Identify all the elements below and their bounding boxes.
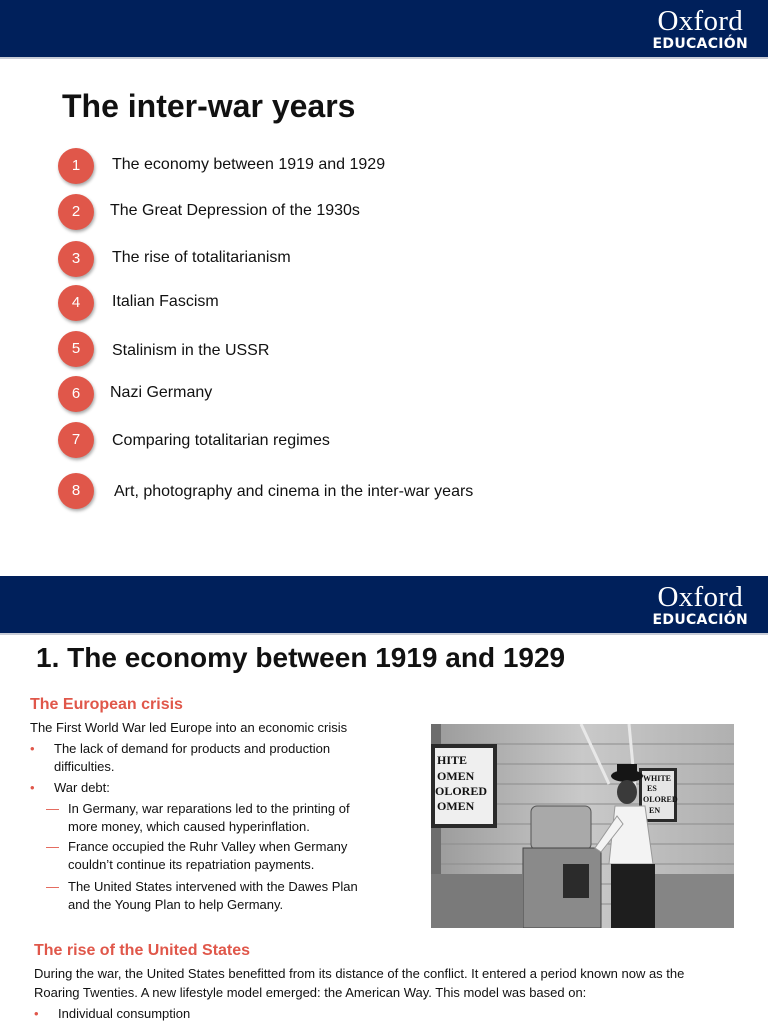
section-heading-european-crisis: The European crisis	[30, 696, 183, 713]
intro-text: The First World War led Europe into an economic crisis	[30, 720, 348, 735]
number-badge: 6	[58, 376, 94, 412]
number-badge: 1	[58, 148, 94, 184]
number-badge: 4	[58, 285, 94, 321]
sign-text: OMEN	[437, 769, 475, 783]
photo-illustration	[431, 724, 734, 928]
number-badge: 3	[58, 241, 94, 277]
item-label: Italian Fascism	[112, 293, 219, 310]
list-item[interactable]	[58, 285, 698, 325]
paragraph-text: During the war, the United States benefitted from its distance of the conflict. It entered a period known now as the	[34, 966, 685, 981]
list-item[interactable]	[58, 331, 698, 371]
sign-text: ES	[647, 784, 657, 793]
logo-educacion: EDUCACIÓN	[652, 36, 748, 52]
sub-bullet-text-cont: couldn’t continue its repatriation payments.	[68, 857, 315, 872]
slide-title: 1. The economy between 1919 and 1929	[36, 642, 566, 673]
item-label: The rise of totalitarianism	[112, 249, 291, 266]
historical-photo	[431, 724, 734, 928]
sub-bullet-text: The United States intervened with the Dawes Plan	[68, 879, 358, 894]
list-item[interactable]	[58, 148, 698, 188]
sign-text: HITE	[437, 753, 468, 767]
bullet-dot-icon: •	[34, 1006, 39, 1021]
item-label: Stalinism in the USSR	[112, 342, 270, 359]
list-item[interactable]	[58, 376, 698, 416]
header-banner	[0, 0, 768, 59]
logo-oxford: Oxford	[657, 581, 744, 613]
item-label: Nazi Germany	[110, 384, 213, 401]
slide-separator	[0, 560, 768, 576]
logo-educacion: EDUCACIÓN	[652, 612, 748, 628]
dash-bullet-icon: —	[46, 801, 59, 816]
oxford-logo	[653, 6, 748, 52]
sign-text: OMEN	[437, 799, 475, 813]
bullet-dot-icon: •	[30, 780, 35, 795]
number-badge: 5	[58, 331, 94, 367]
paragraph-text-cont: Roaring Twenties. A new lifestyle model emerged: the American Way. This model was based on:	[34, 985, 587, 1000]
sign-text: WHITE	[643, 774, 672, 783]
bullet-dot-icon: •	[30, 741, 35, 756]
slide-title: The inter-war years	[62, 88, 356, 124]
dash-bullet-icon: —	[46, 839, 59, 854]
sub-bullet-text-cont: and the Young Plan to help Germany.	[68, 897, 284, 912]
header-banner	[0, 576, 768, 635]
list-item[interactable]	[58, 241, 698, 281]
bullet-text: The lack of demand for products and production	[54, 741, 331, 756]
logo-oxford: Oxford	[657, 5, 744, 37]
dash-bullet-icon: —	[46, 879, 59, 894]
bullet-text: War debt:	[54, 780, 110, 795]
item-label: The Great Depression of the 1930s	[110, 202, 360, 219]
bullet-text: Individual consumption	[58, 1006, 191, 1021]
list-item[interactable]	[58, 422, 698, 462]
sub-bullet-text-cont: more money, which caused hyperinflation.	[68, 819, 310, 834]
sub-bullet-text: In Germany, war reparations led to the printing of	[68, 801, 350, 816]
number-badge: 8	[58, 473, 94, 509]
number-badge: 7	[58, 422, 94, 458]
sub-bullet-text: France occupied the Ruhr Valley when Germany	[68, 839, 348, 854]
item-label: Comparing totalitarian regimes	[112, 432, 330, 449]
bullet-text-cont: difficulties.	[54, 759, 115, 774]
slide-2	[0, 576, 768, 1024]
item-label: The economy between 1919 and 1929	[112, 156, 386, 173]
list-item[interactable]	[58, 473, 698, 513]
sign-text: OLORED	[435, 784, 488, 798]
oxford-logo	[653, 582, 748, 628]
sign-text: EN	[649, 806, 661, 815]
sign-text: OLORED	[643, 795, 678, 804]
list-item[interactable]	[58, 194, 698, 234]
section-heading-rise-us: The rise of the United States	[34, 942, 251, 959]
item-label: Art, photography and cinema in the inter-war years	[114, 483, 474, 500]
number-badge: 2	[58, 194, 94, 230]
